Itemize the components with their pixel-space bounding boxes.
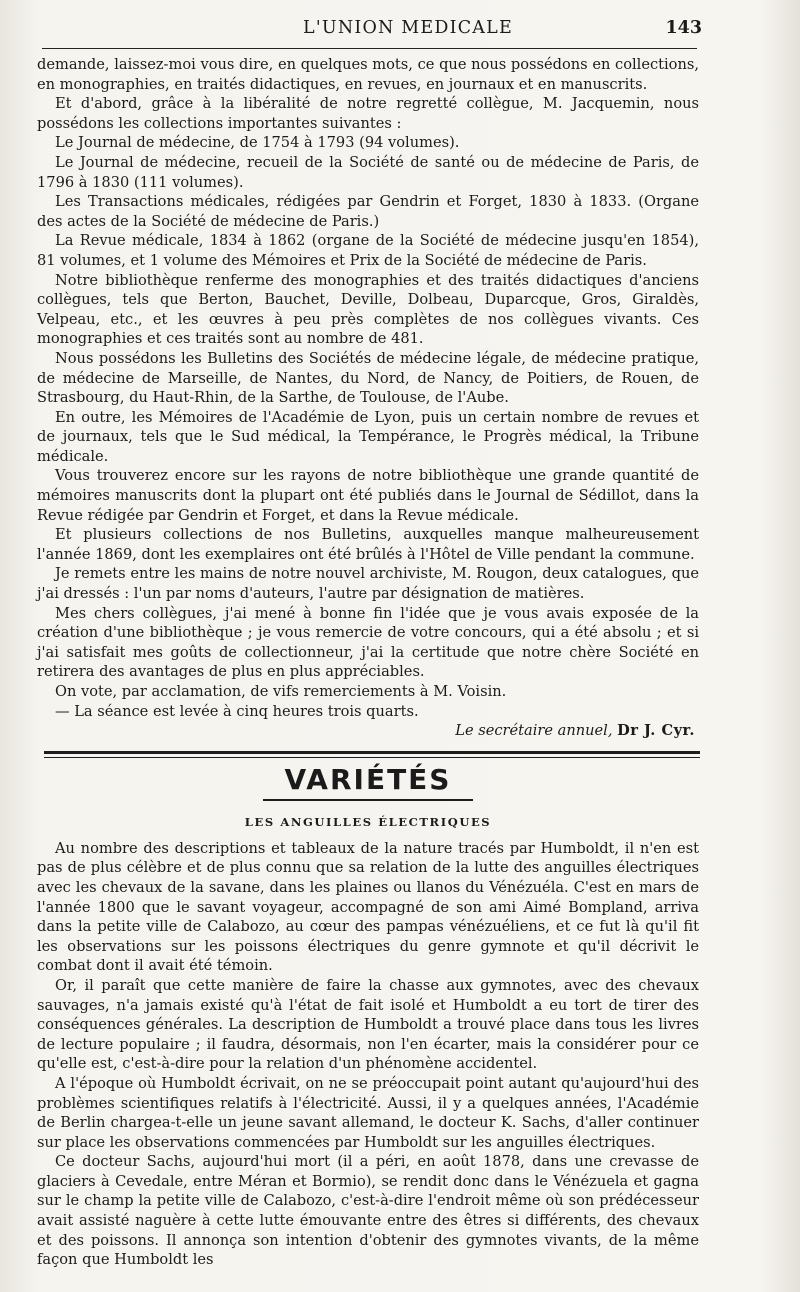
article-paragraph: Or, il paraît que cette manière de faire la chasse aux gymnotes, avec des chevaux sauvages, n'a jamais existé qu'à l'état de fait isolé et Humboldt a eu tort de tirer des conséquences générales. La description de Humboldt a trouvé place dans tous les livres de lecture populaire ; il faudra, désormais, non l'en écarter, mais la considérer pour ce qu'elle est, c'est-à-dire pour la relation d'un phénomène accidentel. — [37, 976, 699, 1073]
section-title: VARIÉTÉS — [284, 762, 452, 796]
paragraph: En outre, les Mémoires de l'Académie de Lyon, puis un certain nombre de revues et de journaux, tels que le Sud médical, la Tempérance, le Progrès médical, la Tribune médicale. — [37, 408, 699, 465]
article-title: LES ANGUILLES ÉLECTRIQUES — [244, 814, 492, 829]
section-title-underline — [263, 799, 473, 801]
article-paragraph: Ce docteur Sachs, aujourd'hui mort (il a péri, en août 1878, dans une crevasse de glaciers à Cevedale, entre Méran et Bormio), se rendit donc dans le Vénézuela et gagna sur le champ la petite ville de Calabozo, c'est-à-dire l'endroit même où son prédécesseur avait assisté naguère à cette lutte émouvante entre des êtres si différents, des chevaux et des poissons. Il annonça son intention d'obtenir des gymnotes vivants, de la même façon que Humboldt les — [37, 1153, 699, 1269]
main-text — [37, 55, 699, 1270]
paragraph: Notre bibliothèque renferme des monographies et des traités didactiques d'anciens collègues, tels que Berton, Bauchet, Deville, Dolbeau, Duparcque, Gros, Giraldès, Velpeau, etc., et les œuvres à peu près complètes de nos collègues vivants. Ces monographies et ces traités sont au nombre de 481. — [37, 271, 699, 348]
journal-title: L'UNION MEDICALE — [303, 18, 513, 38]
paragraph: demande, laissez-moi vous dire, en quelques mots, ce que nous possédons en collections, en monographies, en traités didactiques, en revues, en journaux et en manuscrits. — [37, 56, 699, 93]
signature-role: Le secrétaire annuel, — [455, 722, 613, 740]
paragraph: Et plusieurs collections de nos Bulletins, auxquelles manque malheureusement l'année 1869, dont les exemplaires ont été brûlés à l'Hôtel de Ville pendant la commune. — [37, 526, 699, 563]
paragraph: — La séance est levée à cinq heures trois quarts. — [55, 702, 419, 720]
paragraph: Je remets entre les mains de notre nouvel archiviste, M. Rougon, deux catalogues, que j'ai dressés : l'un par noms d'auteurs, l'autre par désignation de matières. — [37, 565, 699, 603]
signature-name: Dr J. Cyr. — [617, 722, 695, 740]
signature — [37, 721, 699, 741]
running-head — [0, 0, 800, 50]
paragraph: Mes chers collègues, j'ai mené à bonne fin l'idée que je vous avais exposée de la création d'une bibliothèque ; je vous remercie de votre concours, qui a été absolu ; et si j'ai satisfait mes goûts de collectionneur, j'ai la certitude que notre chère Société en retirera des avantages de plus en plus appréciables. — [37, 604, 699, 681]
paragraph: Et d'abord, grâce à la libéralité de notre regretté collègue, M. Jacquemin, nous possédons les collections importantes suivantes : — [37, 95, 699, 132]
paragraph: Les Transactions médicales, rédigées par Gendrin et Forget, 1830 à 1833. (Organe des actes de la Société de médecine de Paris.) — [37, 193, 699, 230]
paragraph: Le Journal de médecine, de 1754 à 1793 (94 volumes). — [55, 134, 460, 152]
article-paragraph: Au nombre des descriptions et tableaux de la nature tracés par Humboldt, il n'en est pas de plus célèbre et de plus connu que sa relation de la lutte des anguilles électriques avec les chevaux de la savane, dans les plaines ou llanos du Vénézuéla. C'est en mars de l'année 1800 que le savant voyageur, accompagné de son ami Aimé Bompland, arriva dans la petite ville de Calabozo, au cœur des pampas vénézuéliens, et ce fut là qu'il fit les observations sur les poissons électriques du genre gymnote et qu'il décrivit le combat dont il avait été témoin. — [37, 839, 699, 975]
header-rule — [42, 48, 697, 49]
paragraph: Vous trouverez encore sur les rayons de notre bibliothèque une grande quantité de mémoires manuscrits dont la plupart ont été publiés dans le Journal de Sédillot, dans la Revue rédigée par Gendrin et Forget, et dans la Revue médicale. — [37, 467, 699, 524]
section-divider — [44, 751, 700, 758]
paragraph: Nous possédons les Bulletins des Sociétés de médecine légale, de médecine pratique, de médecine de Marseille, de Nantes, du Nord, de Nancy, de Poitiers, de Rouen, de Strasbourg, du Haut-Rhin, de la Sarthe, de Toulouse, de l'Aube. — [37, 349, 699, 407]
article-paragraph: A l'époque où Humboldt écrivait, on ne se préoccupait point autant qu'aujourd'hui des problèmes scientifiques relatifs à l'électricité. Aussi, il y a quelques années, l'Académie de Berlin chargea-t-elle un jeune savant allemand, le docteur K. Sachs, d'aller continuer sur place les observations commencées par Humboldt sur les anguilles électriques. — [37, 1074, 699, 1151]
paragraph: La Revue médicale, 1834 à 1862 (organe de la Société de médecine jusqu'en 1854), 81 volumes, et 1 volume des Mémoires et Prix de la Société de médecine de Paris. — [37, 232, 699, 269]
paragraph: Le Journal de médecine, recueil de la Société de santé ou de médecine de Paris, de 1796 à 1830 (111 volumes). — [37, 153, 699, 191]
paragraph: On vote, par acclamation, de vifs remerciements à M. Voisin. — [55, 683, 507, 700]
page-number: 143 — [665, 18, 702, 38]
